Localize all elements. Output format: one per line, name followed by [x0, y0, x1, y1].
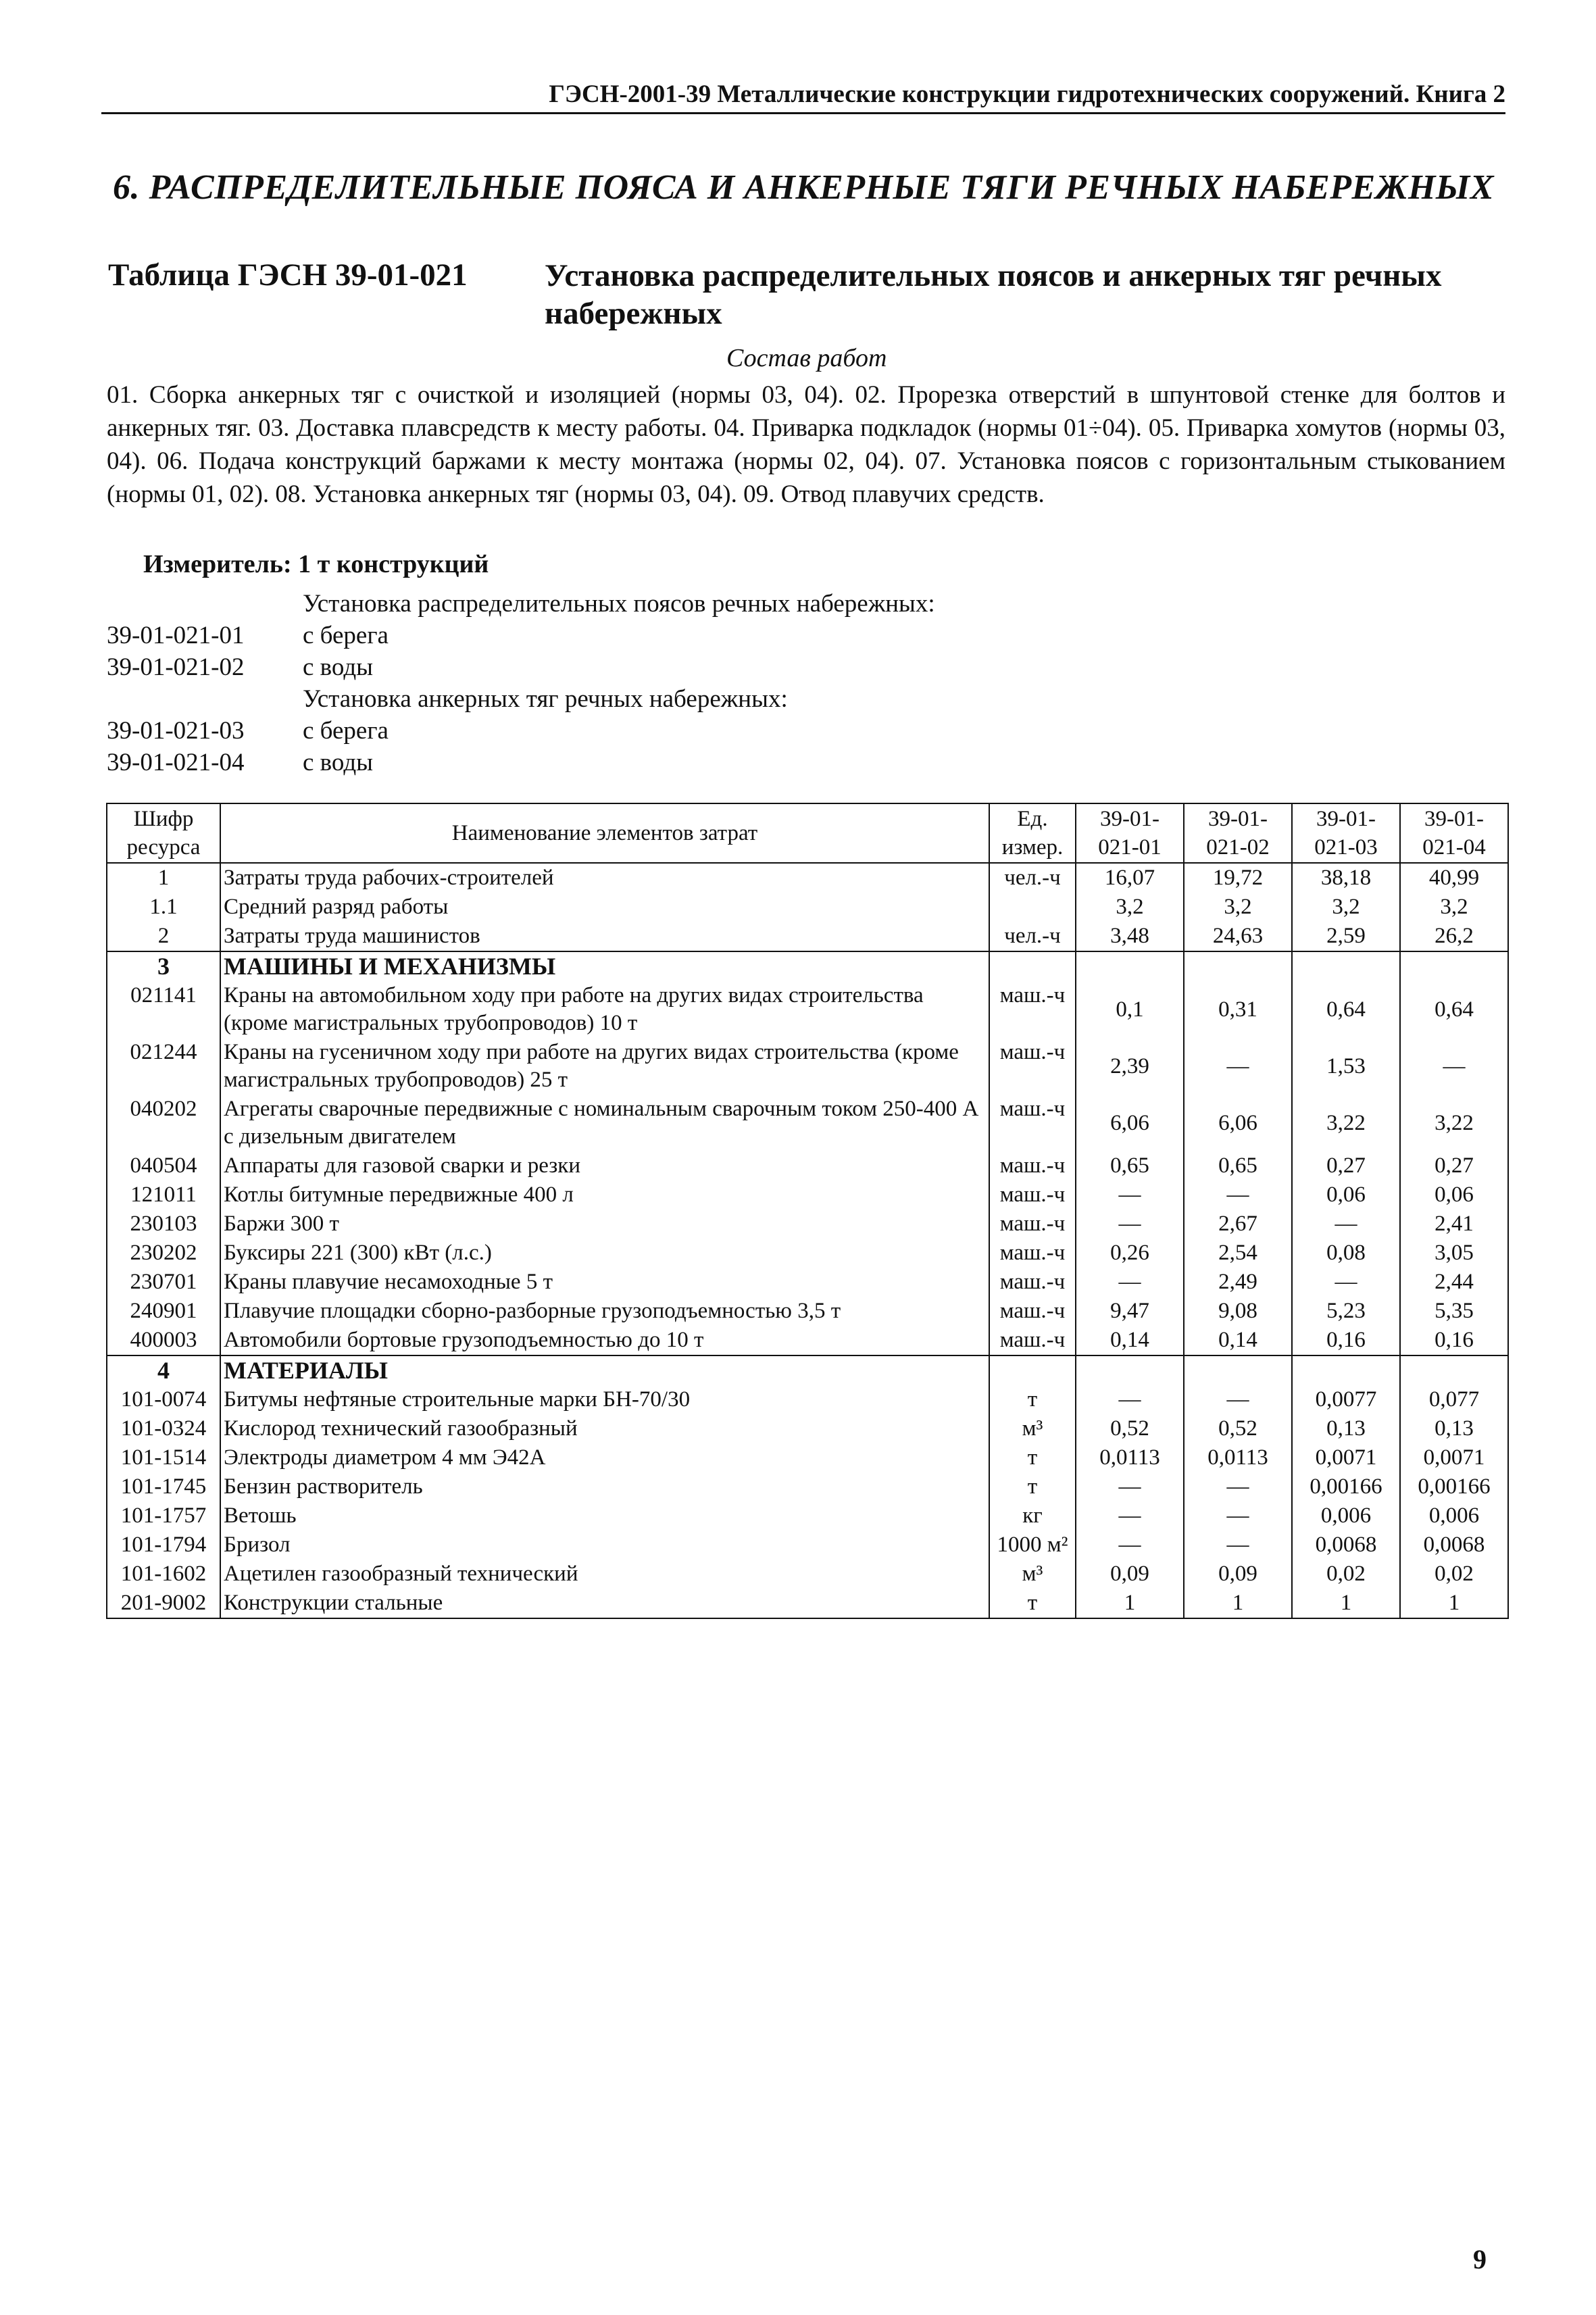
empty-cell	[989, 1355, 1076, 1385]
norm-value: 0,09	[1184, 1560, 1292, 1589]
header-name: Наименование элементов затрат	[220, 803, 989, 863]
header-unit	[989, 803, 1076, 863]
norm-value: 0,13	[1400, 1414, 1508, 1443]
norm-value: 38,18	[1292, 863, 1400, 893]
norm-value: 0,0068	[1400, 1530, 1508, 1560]
resource-code: 201-9002	[107, 1589, 220, 1618]
norm-value: 0,14	[1184, 1326, 1292, 1355]
work-composition-text: 01. Сборка анкерных тяг с очисткой и изоляцией (нормы 03, 04). 02. Прорезка отверстий в шпунтовой стенке для болтов и анкерных тяг. 03. Доставка плавсредств к месту работы. 04. Приварка подкладок (нормы 01÷04). 05. Приварка хомутов (нормы 03, 04). 06. Подача конструкций баржами к месту монтажа (нормы 02, 04). 07. Установка поясов с горизонтальным стыкованием (нормы 01, 02). 08. Установка анкерных тяг (нормы 03, 04). 09. Отвод плавучих средств.	[107, 381, 1505, 508]
resource-code: 400003	[107, 1326, 220, 1355]
resource-unit: м³	[989, 1560, 1076, 1589]
norm-value: —	[1076, 1501, 1184, 1530]
empty-cell	[989, 951, 1076, 981]
norm-value: 1	[1184, 1589, 1292, 1618]
table-row	[107, 1443, 1508, 1472]
norm-value: 0,0071	[1400, 1443, 1508, 1472]
table-row	[107, 1589, 1508, 1618]
norm-value: —	[1184, 1385, 1292, 1414]
resource-unit: м³	[989, 1414, 1076, 1443]
table-header-row	[107, 803, 1508, 863]
norm-value: 0,0077	[1292, 1385, 1400, 1414]
norm-value: 2,67	[1184, 1210, 1292, 1239]
norm-value: —	[1184, 1038, 1292, 1095]
resource-name: Краны на гусеничном ходу при работе на других видах строительства (кроме магистральных трубопроводов) 25 т	[220, 1038, 989, 1095]
running-header: ГЭСН-2001-39 Металлические конструкции гидротехнических сооружений. Книга 2	[549, 80, 1505, 108]
norm-value: —	[1076, 1210, 1184, 1239]
norm-value: 19,72	[1184, 863, 1292, 893]
header-norm-2	[1184, 803, 1292, 863]
norm-value: 0,31	[1184, 981, 1292, 1038]
variant-code: 39-01-021-02	[107, 653, 245, 681]
section-code: 4	[107, 1355, 220, 1385]
resource-name: Ацетилен газообразный технический	[220, 1560, 989, 1589]
resource-name: Бризол	[220, 1530, 989, 1560]
variant-name: с берега	[303, 717, 389, 745]
header-norm-3-line1: 39-01-	[1316, 807, 1376, 831]
resource-name: Краны на автомобильном ходу при работе на других видах строительства (кроме магистральных трубопроводов) 10 т	[220, 981, 989, 1038]
norm-value: 1	[1076, 1589, 1184, 1618]
section-header-row	[107, 1355, 1508, 1385]
section-title-materials: МАТЕРИАЛЫ	[220, 1355, 989, 1385]
norm-value: 3,2	[1184, 893, 1292, 922]
norm-value: 0,0113	[1076, 1443, 1184, 1472]
variant-row	[107, 651, 1391, 683]
variant-group-header: Установка анкерных тяг речных набережных:	[303, 685, 788, 713]
header-norm-1	[1076, 803, 1184, 863]
norm-value: 0,65	[1076, 1151, 1184, 1180]
section-code: 3	[107, 951, 220, 981]
resource-unit: 1000 м²	[989, 1530, 1076, 1560]
norm-value: 0,14	[1076, 1326, 1184, 1355]
norm-value: 3,05	[1400, 1239, 1508, 1268]
table-row	[107, 1151, 1508, 1180]
norm-value: 3,22	[1400, 1095, 1508, 1151]
resource-name: Битумы нефтяные строительные марки БН-70/30	[220, 1385, 989, 1414]
norm-value: 2,59	[1292, 922, 1400, 951]
resource-code: 121011	[107, 1180, 220, 1210]
norm-value: —	[1292, 1268, 1400, 1297]
norm-value: 0,006	[1400, 1501, 1508, 1530]
empty-cell	[1184, 1355, 1292, 1385]
resource-unit: маш.-ч	[989, 1268, 1076, 1297]
resource-code: 1.1	[107, 893, 220, 922]
resource-code: 040504	[107, 1151, 220, 1180]
norm-value: 0,13	[1292, 1414, 1400, 1443]
norm-value: 2,41	[1400, 1210, 1508, 1239]
resource-name: Краны плавучие несамоходные 5 т	[220, 1268, 989, 1297]
norm-value: 0,06	[1292, 1180, 1400, 1210]
norm-value: —	[1076, 1180, 1184, 1210]
norm-value: 1,53	[1292, 1038, 1400, 1095]
resource-table	[106, 803, 1509, 1619]
machines-section	[107, 951, 1508, 1355]
header-code-line1: Шифр	[133, 807, 194, 831]
resource-code: 101-1514	[107, 1443, 220, 1472]
norm-value: 0,65	[1184, 1151, 1292, 1180]
header-unit-line1: Ед.	[1017, 807, 1048, 831]
table-row	[107, 1095, 1508, 1151]
norm-value: 0,00166	[1292, 1472, 1400, 1501]
header-rule	[101, 112, 1505, 114]
resource-code: 230701	[107, 1268, 220, 1297]
resource-code: 101-1757	[107, 1501, 220, 1530]
variants-list	[107, 588, 1391, 778]
norm-value: 3,22	[1292, 1095, 1400, 1151]
empty-cell	[1292, 1355, 1400, 1385]
table-row	[107, 863, 1508, 893]
norm-value: 0,006	[1292, 1501, 1400, 1530]
norm-value: 0,52	[1076, 1414, 1184, 1443]
resource-name: Затраты труда рабочих-строителей	[220, 863, 989, 893]
norm-value: 16,07	[1076, 863, 1184, 893]
norm-value: 0,0113	[1184, 1443, 1292, 1472]
table-row	[107, 1560, 1508, 1589]
empty-cell	[1292, 951, 1400, 981]
norm-value: 0,16	[1292, 1326, 1400, 1355]
variant-row	[107, 747, 1391, 778]
resource-name: Кислород технический газообразный	[220, 1414, 989, 1443]
norm-value: 0,06	[1400, 1180, 1508, 1210]
variant-name: с берега	[303, 622, 389, 649]
norm-value: 0,64	[1400, 981, 1508, 1038]
norm-value: 5,35	[1400, 1297, 1508, 1326]
resource-code: 2	[107, 922, 220, 951]
table-row	[107, 1210, 1508, 1239]
resource-code: 101-0074	[107, 1385, 220, 1414]
resource-name: Плавучие площадки сборно-разборные грузоподъемностью 3,5 т	[220, 1297, 989, 1326]
norm-value: —	[1184, 1472, 1292, 1501]
table-row	[107, 893, 1508, 922]
variant-code: 39-01-021-04	[107, 749, 245, 776]
norm-value: 2,54	[1184, 1239, 1292, 1268]
norm-value: 2,44	[1400, 1268, 1508, 1297]
resource-unit: чел.-ч	[989, 863, 1076, 893]
resource-name: Автомобили бортовые грузоподъемностью до 10 т	[220, 1326, 989, 1355]
variant-row	[107, 620, 1391, 651]
resource-unit: маш.-ч	[989, 1297, 1076, 1326]
norm-value: 3,48	[1076, 922, 1184, 951]
resource-code: 1	[107, 863, 220, 893]
table-row	[107, 1385, 1508, 1414]
norm-value: 0,16	[1400, 1326, 1508, 1355]
resource-unit: т	[989, 1385, 1076, 1414]
resource-code: 230202	[107, 1239, 220, 1268]
norm-value: —	[1076, 1472, 1184, 1501]
header-norm-2-line1: 39-01-	[1208, 807, 1268, 831]
norm-value: 1	[1400, 1589, 1508, 1618]
resource-name: Котлы битумные передвижные 400 л	[220, 1180, 989, 1210]
resource-name: Ветошь	[220, 1501, 989, 1530]
section-header-row	[107, 951, 1508, 981]
empty-cell	[1076, 1355, 1184, 1385]
header-norm-4	[1400, 803, 1508, 863]
table-row	[107, 1239, 1508, 1268]
header-norm-4-line1: 39-01-	[1424, 807, 1484, 831]
resource-unit: т	[989, 1443, 1076, 1472]
resource-unit: маш.-ч	[989, 1180, 1076, 1210]
resource-unit: маш.-ч	[989, 1038, 1076, 1095]
header-unit-line2: измер.	[1001, 835, 1064, 860]
table-row	[107, 981, 1508, 1038]
variant-code: 39-01-021-03	[107, 717, 245, 745]
resource-unit: маш.-ч	[989, 981, 1076, 1038]
norm-value: 3,2	[1076, 893, 1184, 922]
resource-name: Средний разряд работы	[220, 893, 989, 922]
resource-unit: маш.-ч	[989, 1326, 1076, 1355]
table-row	[107, 1326, 1508, 1355]
norm-value: 3,2	[1400, 893, 1508, 922]
resource-code: 240901	[107, 1297, 220, 1326]
norm-value: —	[1184, 1180, 1292, 1210]
resource-name: Аппараты для газовой сварки и резки	[220, 1151, 989, 1180]
table-title: Установка распределительных поясов и анкерных тяг речных набережных	[545, 258, 1442, 331]
resource-code: 101-0324	[107, 1414, 220, 1443]
table-code: Таблица ГЭСН 39-01-021	[108, 257, 468, 293]
table-row	[107, 1472, 1508, 1501]
resource-name: Бензин растворитель	[220, 1472, 989, 1501]
section-title-machines: МАШИНЫ И МЕХАНИЗМЫ	[220, 951, 989, 981]
resource-unit: чел.-ч	[989, 922, 1076, 951]
table-row	[107, 1414, 1508, 1443]
header-norm-1-line1: 39-01-	[1100, 807, 1159, 831]
norm-value: 1	[1292, 1589, 1400, 1618]
header-code	[107, 803, 220, 863]
norm-value: 2,49	[1184, 1268, 1292, 1297]
norm-value: 0,02	[1292, 1560, 1400, 1589]
resource-name: Баржи 300 т	[220, 1210, 989, 1239]
norm-value: 9,08	[1184, 1297, 1292, 1326]
norm-value: 0,09	[1076, 1560, 1184, 1589]
norm-value: —	[1292, 1210, 1400, 1239]
meter: Измеритель: 1 т конструкций	[143, 550, 489, 578]
empty-cell	[1400, 951, 1508, 981]
norm-value: 26,2	[1400, 922, 1508, 951]
resource-name: Буксиры 221 (300) кВт (л.с.)	[220, 1239, 989, 1268]
table-row	[107, 922, 1508, 951]
header-code-line2: ресурса	[126, 835, 201, 860]
resource-name: Агрегаты сварочные передвижные с номинальным сварочным током 250-400 А с дизельным двигателем	[220, 1095, 989, 1151]
resource-unit: т	[989, 1589, 1076, 1618]
empty-cell	[1076, 951, 1184, 981]
header-norm-3	[1292, 803, 1400, 863]
norm-value: —	[1184, 1530, 1292, 1560]
norm-value: 0,00166	[1400, 1472, 1508, 1501]
resource-code: 021141	[107, 981, 220, 1038]
norm-value: 0,0071	[1292, 1443, 1400, 1472]
table-row	[107, 1501, 1508, 1530]
resource-unit: т	[989, 1472, 1076, 1501]
norm-value: 3,2	[1292, 893, 1400, 922]
norm-value: 0,64	[1292, 981, 1400, 1038]
norm-value: 0,27	[1400, 1151, 1508, 1180]
norm-value: —	[1076, 1268, 1184, 1297]
variant-group-header: Установка распределительных поясов речных набережных:	[303, 590, 935, 618]
resource-unit: маш.-ч	[989, 1151, 1076, 1180]
empty-cell	[1184, 951, 1292, 981]
norm-value: 0,0068	[1292, 1530, 1400, 1560]
resource-code: 101-1794	[107, 1530, 220, 1560]
norm-value: 5,23	[1292, 1297, 1400, 1326]
resource-name: Электроды диаметром 4 мм Э42А	[220, 1443, 989, 1472]
resource-code: 230103	[107, 1210, 220, 1239]
norm-value: —	[1400, 1038, 1508, 1095]
header-norm-2-line2: 021-02	[1206, 835, 1270, 860]
empty-cell	[1400, 1355, 1508, 1385]
resource-unit: кг	[989, 1501, 1076, 1530]
variant-name: с воды	[303, 653, 374, 681]
resource-code: 040202	[107, 1095, 220, 1151]
header-norm-4-line2: 021-04	[1422, 835, 1486, 860]
section-title: 6. РАСПРЕДЕЛИТЕЛЬНЫЕ ПОЯСА И АНКЕРНЫЕ ТЯГИ РЕЧНЫХ НАБЕРЕЖНЫХ	[112, 168, 1495, 207]
resource-code: 101-1745	[107, 1472, 220, 1501]
norm-value: 6,06	[1184, 1095, 1292, 1151]
norm-value: 0,08	[1292, 1239, 1400, 1268]
norm-value: 24,63	[1184, 922, 1292, 951]
norm-value: 40,99	[1400, 863, 1508, 893]
norm-value: 0,27	[1292, 1151, 1400, 1180]
norm-value: —	[1076, 1385, 1184, 1414]
norm-value: —	[1184, 1501, 1292, 1530]
variant-row	[107, 715, 1391, 747]
resource-name: Конструкции стальные	[220, 1589, 989, 1618]
norm-value: 0,1	[1076, 981, 1184, 1038]
norm-value: 0,52	[1184, 1414, 1292, 1443]
materials-section	[107, 1355, 1508, 1618]
labor-section	[107, 863, 1508, 951]
resource-code: 021244	[107, 1038, 220, 1095]
table-row	[107, 1268, 1508, 1297]
norm-value: 0,26	[1076, 1239, 1184, 1268]
resource-code: 101-1602	[107, 1560, 220, 1589]
header-norm-3-line2: 021-03	[1314, 835, 1378, 860]
norm-value: 9,47	[1076, 1297, 1184, 1326]
resource-unit: маш.-ч	[989, 1095, 1076, 1151]
table-row	[107, 1038, 1508, 1095]
resource-unit: маш.-ч	[989, 1210, 1076, 1239]
norm-value: 6,06	[1076, 1095, 1184, 1151]
norm-value: —	[1076, 1530, 1184, 1560]
page-number: 9	[1473, 2244, 1487, 2274]
table-row	[107, 1530, 1508, 1560]
norm-value: 0,02	[1400, 1560, 1508, 1589]
norm-value: 2,39	[1076, 1038, 1184, 1095]
norm-value: 0,077	[1400, 1385, 1508, 1414]
table-row	[107, 1297, 1508, 1326]
variant-code: 39-01-021-01	[107, 622, 245, 649]
resource-unit	[989, 893, 1076, 922]
resource-unit: маш.-ч	[989, 1239, 1076, 1268]
variant-name: с воды	[303, 749, 374, 776]
header-norm-1-line2: 021-01	[1098, 835, 1162, 860]
resource-name: Затраты труда машинистов	[220, 922, 989, 951]
work-composition-label: Состав работ	[726, 344, 887, 372]
table-row	[107, 1180, 1508, 1210]
